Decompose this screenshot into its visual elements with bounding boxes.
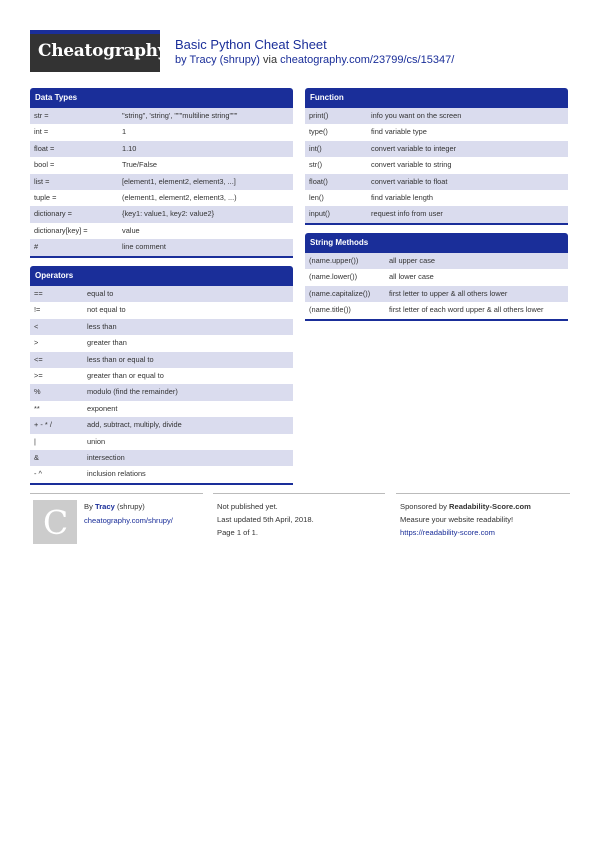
row-value: intersection bbox=[87, 452, 125, 462]
row-key: != bbox=[34, 305, 41, 315]
row-value: find variable type bbox=[371, 127, 427, 137]
sponsor-line bbox=[400, 502, 531, 511]
table-row bbox=[305, 174, 568, 190]
table-row bbox=[30, 302, 293, 318]
section-rows bbox=[30, 286, 293, 485]
row-key: dictionary[key] = bbox=[34, 225, 88, 235]
logo-letter: C bbox=[43, 503, 69, 542]
table-row bbox=[30, 223, 293, 239]
row-key: (name.capitalize()) bbox=[309, 288, 371, 298]
footer-divider bbox=[30, 493, 203, 494]
row-key: len() bbox=[309, 192, 324, 202]
sponsor-prefix: Sponsored by bbox=[400, 502, 449, 511]
row-key: & bbox=[34, 452, 39, 462]
row-value: line comment bbox=[122, 242, 166, 252]
row-value: value bbox=[122, 225, 140, 235]
section-rows bbox=[305, 108, 568, 225]
row-value: (element1, element2, element3, ...) bbox=[122, 192, 237, 202]
by-prefix: by bbox=[175, 54, 190, 66]
row-value: 1 bbox=[122, 127, 127, 137]
row-value: exponent bbox=[87, 403, 118, 413]
row-value: modulo (find the remainder) bbox=[87, 387, 178, 397]
cheatography-logo[interactable] bbox=[30, 30, 168, 72]
table-row bbox=[30, 157, 293, 173]
table-row bbox=[305, 108, 568, 124]
table-row bbox=[30, 141, 293, 157]
row-key: (name.lower()) bbox=[309, 272, 358, 282]
row-key: >= bbox=[34, 370, 43, 380]
row-key: (name.upper()) bbox=[309, 256, 359, 265]
table-row bbox=[305, 302, 568, 318]
table-row bbox=[30, 239, 293, 255]
page-number: Page 1 of 1. bbox=[217, 528, 258, 537]
row-value: greater than bbox=[87, 338, 127, 348]
table-row bbox=[30, 206, 293, 222]
row-key: float() bbox=[309, 176, 328, 186]
section-operators bbox=[30, 266, 293, 485]
sponsor-name[interactable]: Readability-Score.com bbox=[448, 502, 531, 511]
row-value: convert variable to string bbox=[371, 160, 452, 170]
row-key: print() bbox=[309, 111, 329, 120]
row-key: str() bbox=[309, 160, 323, 170]
footer-by: By bbox=[84, 502, 95, 511]
table-row bbox=[30, 108, 293, 124]
footer-author-handle: (shrupy) bbox=[114, 502, 145, 511]
table-row bbox=[305, 141, 568, 157]
footer-divider bbox=[396, 493, 570, 494]
row-key: <= bbox=[34, 354, 43, 364]
row-key: + - * / bbox=[34, 420, 52, 430]
sponsor-url[interactable]: https://readability-score.com bbox=[400, 528, 495, 537]
table-row bbox=[305, 157, 568, 173]
row-value: not equal to bbox=[87, 305, 126, 315]
row-key: input() bbox=[309, 209, 330, 219]
row-value: request info from user bbox=[371, 209, 443, 219]
row-value: equal to bbox=[87, 289, 114, 298]
row-value: less than bbox=[87, 321, 117, 331]
table-row bbox=[30, 450, 293, 466]
row-key: ** bbox=[34, 403, 40, 413]
table-row bbox=[30, 319, 293, 335]
row-key: type() bbox=[309, 127, 328, 137]
page-title: Basic Python Cheat Sheet bbox=[175, 37, 327, 52]
row-value: find variable length bbox=[371, 192, 434, 202]
row-value: less than or equal to bbox=[87, 354, 154, 364]
footer-divider bbox=[213, 493, 385, 494]
row-value: True/False bbox=[122, 160, 158, 170]
row-value: inclusion relations bbox=[87, 469, 146, 479]
row-value: {key1: value1, key2: value2} bbox=[122, 209, 215, 219]
row-key: | bbox=[34, 436, 36, 446]
table-row bbox=[30, 286, 293, 302]
via-text: via bbox=[259, 54, 281, 66]
last-updated: Last updated 5th April, 2018. bbox=[217, 515, 314, 524]
table-row bbox=[30, 335, 293, 351]
table-row bbox=[30, 352, 293, 368]
author-link[interactable]: Tracy (shrupy) bbox=[189, 54, 260, 66]
row-key: list = bbox=[34, 176, 50, 186]
row-key: (name.title()) bbox=[309, 305, 351, 315]
row-value: add, subtract, multiply, divide bbox=[87, 420, 182, 430]
row-key: > bbox=[34, 338, 39, 348]
row-value: [element1, element2, element3, ...] bbox=[122, 176, 236, 186]
table-row bbox=[30, 417, 293, 433]
published-status: Not published yet. bbox=[217, 502, 278, 511]
section-rows bbox=[305, 253, 568, 321]
row-value: first letter to upper & all others lower bbox=[389, 288, 508, 298]
row-key: bool = bbox=[34, 160, 55, 170]
row-key: dictionary = bbox=[34, 209, 72, 219]
table-row bbox=[305, 206, 568, 222]
table-row bbox=[305, 124, 568, 140]
row-key: == bbox=[34, 289, 43, 298]
table-row bbox=[30, 401, 293, 417]
row-key: int = bbox=[34, 127, 49, 137]
row-value: first letter of each word upper & all others lower bbox=[389, 305, 544, 315]
table-row bbox=[30, 434, 293, 450]
table-row bbox=[305, 253, 568, 269]
section-title: Function bbox=[305, 88, 568, 108]
section-function bbox=[305, 88, 568, 225]
table-row bbox=[30, 190, 293, 206]
row-key: # bbox=[34, 242, 39, 252]
table-row bbox=[30, 174, 293, 190]
table-row bbox=[305, 190, 568, 206]
logo-text: Cheatography bbox=[38, 41, 168, 61]
footer-author-name[interactable]: Tracy bbox=[94, 502, 115, 511]
table-row bbox=[30, 466, 293, 482]
row-value: 1.10 bbox=[122, 143, 137, 153]
row-value: convert variable to float bbox=[371, 176, 448, 186]
section-title: Data Types bbox=[30, 88, 293, 108]
section-title: Operators bbox=[30, 266, 293, 286]
row-value: all lower case bbox=[389, 272, 434, 282]
row-value: "string", 'string', """multiline string""" bbox=[122, 111, 238, 120]
row-value: convert variable to integer bbox=[371, 143, 457, 153]
row-key: - ^ bbox=[34, 469, 42, 479]
footer-author-url[interactable]: cheatography.com/shrupy/ bbox=[84, 516, 173, 525]
section-title: String Methods bbox=[305, 233, 568, 253]
row-value: info you want on the screen bbox=[371, 111, 462, 120]
table-row bbox=[305, 269, 568, 285]
row-key: int() bbox=[309, 143, 322, 153]
table-row bbox=[305, 286, 568, 302]
byline bbox=[175, 54, 454, 66]
row-value: greater than or equal to bbox=[87, 370, 164, 380]
sheet-url-link[interactable]: cheatography.com/23799/cs/15347/ bbox=[280, 54, 455, 66]
table-row bbox=[30, 368, 293, 384]
row-value: all upper case bbox=[389, 256, 436, 265]
row-key: % bbox=[34, 387, 41, 397]
table-row bbox=[30, 384, 293, 400]
sponsor-tagline: Measure your website readability! bbox=[400, 515, 514, 524]
row-key: str = bbox=[34, 111, 49, 120]
row-value: union bbox=[87, 436, 106, 446]
section-rows bbox=[30, 108, 293, 258]
cheatography-c-logo bbox=[33, 500, 77, 544]
footer-author bbox=[84, 502, 145, 511]
row-key: tuple = bbox=[34, 192, 57, 202]
section-string-methods bbox=[305, 233, 568, 321]
row-key: float = bbox=[34, 143, 55, 153]
row-key: < bbox=[34, 321, 39, 331]
section-data-types bbox=[30, 88, 293, 258]
table-row bbox=[30, 124, 293, 140]
